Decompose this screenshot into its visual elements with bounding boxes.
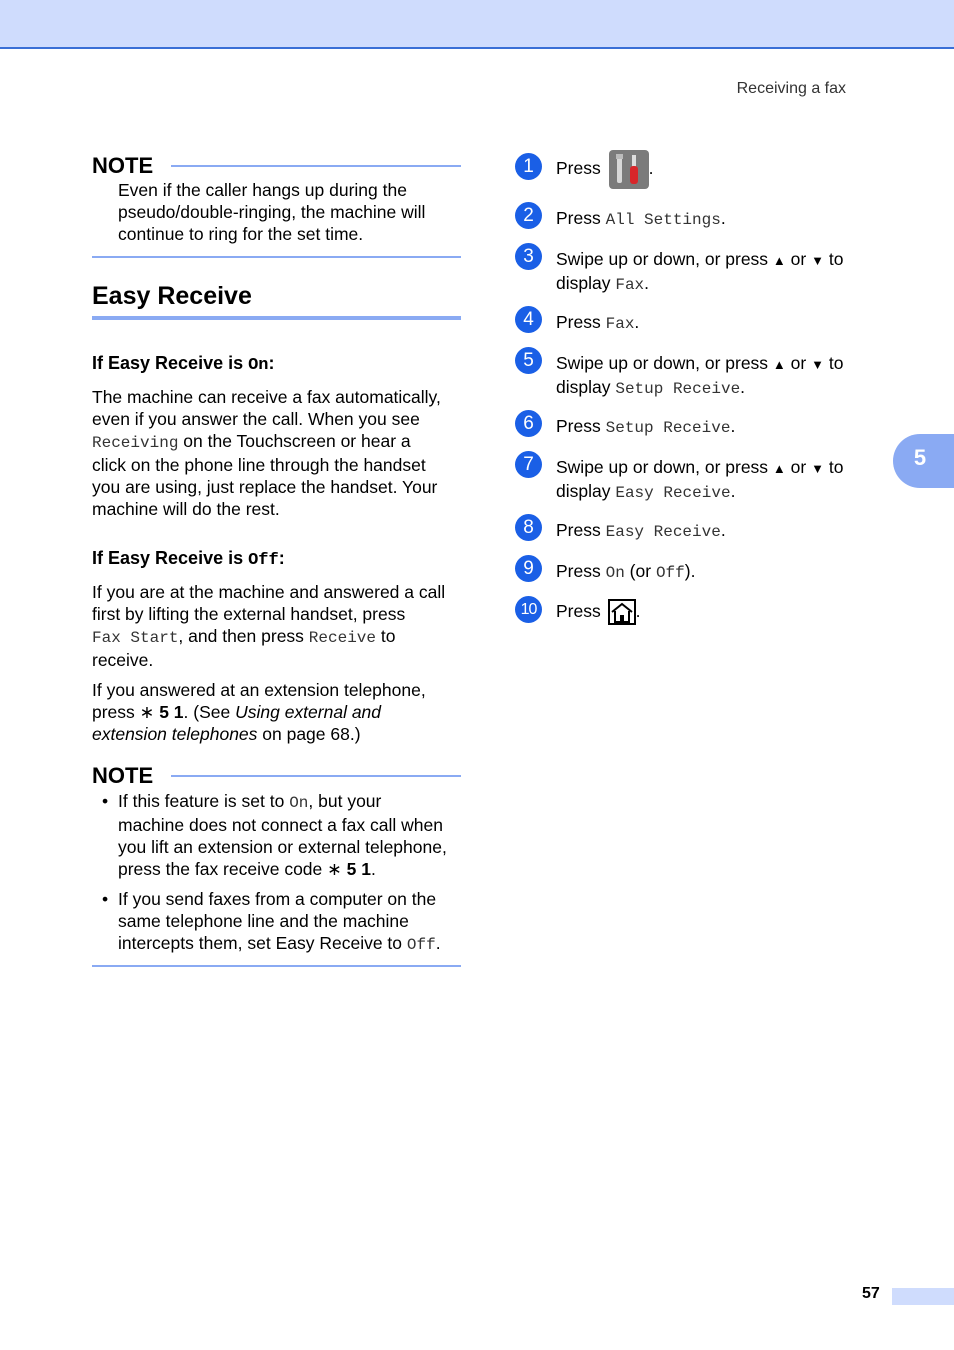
text: press [92, 702, 140, 722]
subheading-colon: : [268, 353, 275, 373]
top-band [0, 0, 954, 49]
text-line: If you send faxes from a computer on the [118, 889, 437, 909]
text: or [785, 249, 812, 269]
text-line [118, 858, 463, 880]
note-line: continue to ring for the set time. [118, 224, 364, 244]
text: . [720, 520, 726, 540]
code-text: On [605, 564, 625, 582]
code-text: Off [655, 564, 685, 582]
text-line: machine does not connect a fax call when [118, 815, 443, 835]
text: , but your [308, 791, 382, 811]
text-line [556, 480, 866, 504]
home-icon[interactable] [608, 599, 636, 625]
code-text: On [289, 794, 309, 812]
subheading-code: Off [248, 551, 279, 570]
text: on page 68.) [257, 724, 361, 744]
up-arrow-icon: ▲ [772, 253, 786, 268]
text: Press [556, 601, 606, 621]
step-number: 2 [515, 202, 542, 229]
code-text: Receiving [92, 434, 179, 452]
subheading-text: If Easy Receive is [92, 548, 249, 568]
step-number: 5 [515, 347, 542, 374]
code-digits: 5 1 [154, 702, 184, 722]
subheading-off [92, 547, 285, 572]
paragraph-off-1 [92, 581, 462, 671]
text: Press [556, 158, 606, 178]
text: . [730, 481, 736, 501]
note-rule [171, 775, 461, 777]
text: , and then press [178, 626, 309, 646]
down-arrow-icon: ▼ [811, 253, 824, 268]
subheading-code: On [248, 356, 269, 375]
step-number: 4 [515, 306, 542, 333]
text: to [823, 353, 844, 373]
text: Swipe up or down, or press [556, 249, 773, 269]
step-number: 7 [515, 451, 542, 478]
text-line: you are using, just replace the handset. Your [92, 477, 438, 497]
text: to [376, 626, 396, 646]
text-line: first by lifting the external handset, press [92, 604, 406, 624]
chapter-tab [893, 434, 954, 488]
text: display [556, 377, 616, 397]
code-text: Easy Receive [615, 484, 731, 502]
note-end-rule [92, 965, 461, 967]
text-line [556, 456, 866, 480]
note-label: NOTE [92, 763, 154, 788]
bullet: • [102, 889, 109, 909]
text: to [823, 249, 844, 269]
text: or [785, 457, 812, 477]
text-line [92, 430, 462, 454]
paragraph-on [92, 386, 462, 520]
step-4 [556, 311, 866, 335]
text: . [635, 601, 641, 621]
text-line [556, 248, 866, 272]
text: Swipe up or down, or press [556, 457, 773, 477]
text: display [556, 273, 616, 293]
note-end-rule [92, 256, 461, 258]
step-number: 10 [515, 596, 542, 623]
step-number: 8 [515, 514, 542, 541]
note-line: Even if the caller hangs up during the [118, 180, 407, 200]
text-line: The machine can receive a fax automatically, [92, 387, 441, 407]
text: press the fax receive code [118, 859, 328, 879]
text: . [644, 273, 650, 293]
text: Press [556, 561, 606, 581]
code-text: Off [406, 936, 436, 954]
star-symbol: ∗ [327, 859, 342, 879]
down-arrow-icon: ▼ [811, 461, 824, 476]
note-bullet-1 [118, 790, 463, 880]
cross-reference: extension telephones [92, 724, 258, 744]
text: . (See [183, 702, 236, 722]
page-number: 57 [862, 1285, 880, 1302]
step-1 [556, 148, 866, 189]
down-arrow-icon: ▼ [811, 357, 824, 372]
text: . [730, 416, 736, 436]
text: . [648, 158, 654, 178]
code-text: Receive [308, 629, 377, 647]
text-line [92, 701, 462, 723]
step-6 [556, 415, 866, 439]
text-line: If you answered at an extension telephone, [92, 680, 426, 700]
up-arrow-icon: ▲ [772, 357, 786, 372]
text: Press [556, 416, 606, 436]
text: display [556, 481, 616, 501]
text: . [740, 377, 746, 397]
step-number: 9 [515, 555, 542, 582]
text: (or [624, 561, 656, 581]
text-line: click on the phone line through the handset [92, 455, 426, 475]
code-text: Setup Receive [615, 380, 741, 398]
text: to [823, 457, 844, 477]
chapter-number: 5 [913, 445, 927, 470]
text: . [634, 312, 640, 332]
running-header: Receiving a fax [736, 80, 846, 97]
step-9 [556, 560, 866, 584]
step-number: 1 [515, 153, 542, 180]
note-bullet-2 [118, 888, 463, 956]
text: on the Touchscreen or hear a [178, 431, 411, 451]
step-number: 3 [515, 243, 542, 270]
subheading-on [92, 352, 275, 377]
code-text: Setup Receive [605, 419, 731, 437]
text-line: you lift an extension or external telephone, [118, 837, 447, 857]
text-line: If you are at the machine and answered a call [92, 582, 446, 602]
text: . [720, 208, 726, 228]
text-line [118, 790, 463, 814]
step-3 [556, 248, 866, 296]
note-body [118, 179, 463, 245]
text: Press [556, 520, 606, 540]
text-line [556, 272, 866, 296]
text-line: machine will do the rest. [92, 499, 280, 519]
code-text: Fax [605, 315, 635, 333]
text: Swipe up or down, or press [556, 353, 773, 373]
note-label: NOTE [92, 153, 154, 178]
text: Press [556, 312, 606, 332]
code-text: Fax [615, 276, 645, 294]
subheading-text: If Easy Receive is [92, 353, 249, 373]
text: . [435, 933, 441, 953]
text: . [371, 859, 376, 879]
step-7 [556, 456, 866, 504]
text-line [92, 625, 462, 649]
code-text: Easy Receive [605, 523, 721, 541]
note-header [92, 153, 461, 179]
cross-reference: Using external and [235, 702, 382, 722]
text-line [556, 352, 866, 376]
step-8 [556, 519, 866, 543]
settings-tools-icon[interactable] [609, 150, 649, 189]
step-number: 6 [515, 410, 542, 437]
text-line: same telephone line and the machine [118, 911, 409, 931]
note-header [92, 763, 461, 789]
note-line: pseudo/double-ringing, the machine will [118, 202, 426, 222]
step-2 [556, 207, 866, 231]
star-symbol: ∗ [139, 702, 155, 722]
text-line [556, 376, 866, 400]
note-rule [171, 165, 461, 167]
text-line: receive. [92, 650, 154, 670]
text: If this feature is set to [118, 791, 290, 811]
section-title: Easy Receive [92, 282, 252, 310]
text: ). [684, 561, 696, 581]
subheading-colon: : [278, 548, 285, 568]
footer-bar [892, 1288, 954, 1305]
text-line: even if you answer the call. When you see [92, 409, 420, 429]
up-arrow-icon: ▲ [772, 461, 786, 476]
text-line [92, 723, 462, 745]
code-text: Fax Start [92, 629, 179, 647]
text: or [785, 353, 812, 373]
text: Press [556, 208, 606, 228]
text: intercepts them, set Easy Receive to [118, 933, 407, 953]
step-5 [556, 352, 866, 400]
step-10 [556, 596, 866, 626]
bullet: • [102, 791, 109, 811]
code-digits: 5 1 [341, 859, 372, 879]
text-line [118, 932, 463, 956]
code-text: All Settings [605, 211, 721, 229]
paragraph-off-2 [92, 679, 462, 745]
section-rule [92, 316, 461, 320]
